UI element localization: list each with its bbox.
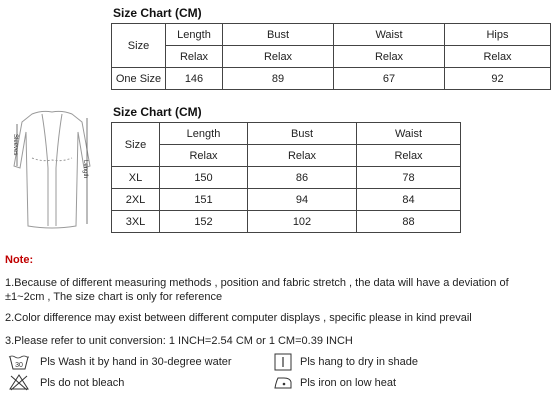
size-chart-1 <box>111 23 551 90</box>
wash-temp: 30 <box>15 362 23 369</box>
hand-wash-icon <box>8 353 30 371</box>
table-row <box>112 211 461 233</box>
chart2-title: Size Chart (CM) <box>113 105 202 119</box>
sub-length: Relax <box>160 145 248 167</box>
header-waist: Waist <box>334 24 445 46</box>
sub-hips: Relax <box>445 46 551 68</box>
size-header: Size <box>112 123 160 167</box>
waist-cell: 84 <box>357 189 461 211</box>
sleeves-label: Sleeves <box>12 134 18 156</box>
sub-bust: Relax <box>223 46 334 68</box>
header-length: Length <box>166 24 223 46</box>
length-cell: 151 <box>160 189 248 211</box>
dry-in-shade-icon <box>272 353 294 371</box>
size-cell: 3XL <box>112 211 160 233</box>
header-bust: Bust <box>223 24 334 46</box>
size-chart-2 <box>111 122 461 233</box>
header-bust: Bust <box>248 123 357 145</box>
sub-waist: Relax <box>357 145 461 167</box>
sub-waist: Relax <box>334 46 445 68</box>
length-cell: 152 <box>160 211 248 233</box>
care-iron: Pls iron on low heat <box>300 377 396 389</box>
size-cell: One Size <box>112 68 166 90</box>
length-cell: 146 <box>166 68 223 90</box>
header-length: Length <box>160 123 248 145</box>
sub-bust: Relax <box>248 145 357 167</box>
sub-length: Relax <box>166 46 223 68</box>
waist-cell: 67 <box>334 68 445 90</box>
chart1-title: Size Chart (CM) <box>113 6 202 20</box>
garment-diagram <box>2 108 102 232</box>
table-row <box>112 167 461 189</box>
no-bleach-icon <box>8 373 30 391</box>
care-dry: Pls hang to dry in shade <box>300 356 419 368</box>
header-hips: Hips <box>445 24 551 46</box>
bust-cell: 94 <box>248 189 357 211</box>
note-1: 1.Because of different measuring methods , position and fabric stretch , the data will have a deviation of ±1~2cm , The size chart is only for reference <box>5 277 509 303</box>
bust-cell: 102 <box>248 211 357 233</box>
care-wash: Pls Wash it by hand in 30-degree water <box>40 356 232 368</box>
waist-cell: 78 <box>357 167 461 189</box>
bust-cell: 89 <box>223 68 334 90</box>
note-3: 3.Please refer to unit conversion: 1 INCH=2.54 CM or 1 CM=0.39 INCH <box>5 335 353 347</box>
size-header: Size <box>112 24 166 68</box>
size-cell: 2XL <box>112 189 160 211</box>
length-cell: 150 <box>160 167 248 189</box>
length-label: Length <box>82 160 88 179</box>
low-iron-icon <box>272 373 294 391</box>
hips-cell: 92 <box>445 68 551 90</box>
size-cell: XL <box>112 167 160 189</box>
table-row <box>112 189 461 211</box>
care-bleach: Pls do not bleach <box>40 377 125 389</box>
note-title: Note: <box>5 254 34 266</box>
waist-cell: 88 <box>357 211 461 233</box>
table-row <box>112 68 551 90</box>
bust-cell: 86 <box>248 167 357 189</box>
note-2: 2.Color difference may exist between different computer displays , specific please in kind prevail <box>5 312 472 324</box>
header-waist: Waist <box>357 123 461 145</box>
